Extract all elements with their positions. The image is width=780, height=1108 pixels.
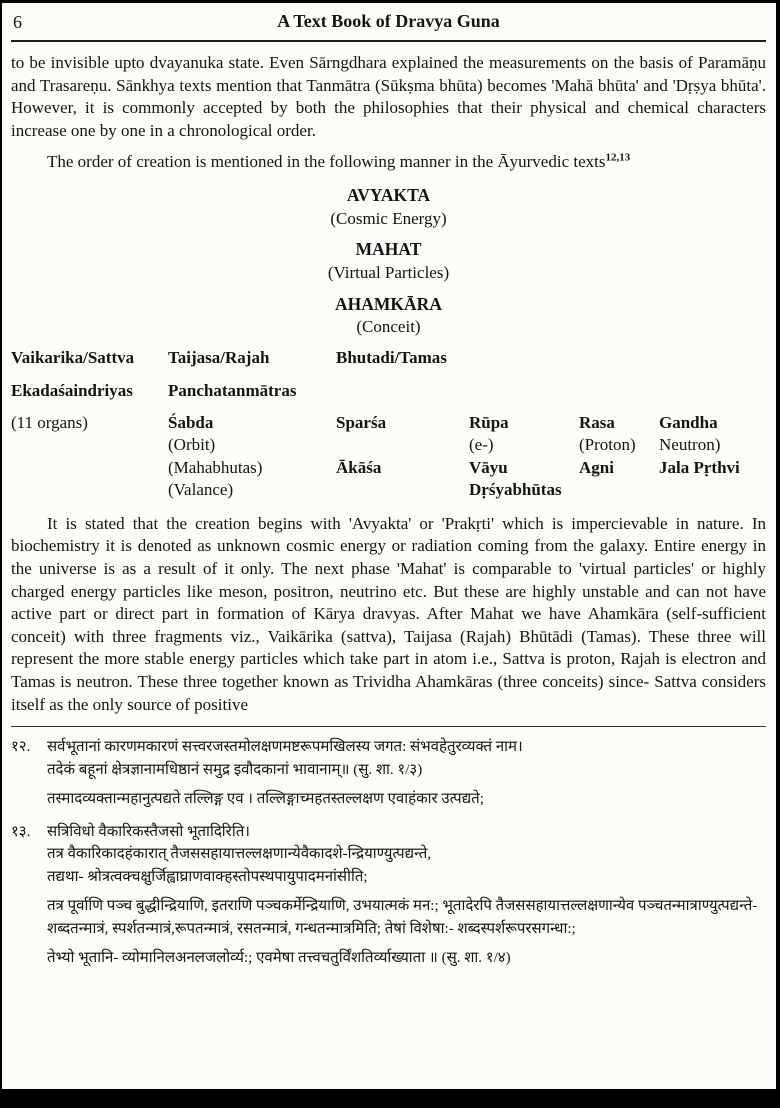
table-cell (579, 479, 659, 501)
table-cell: Neutron) (659, 435, 721, 455)
table-cell: Taijasa/Rajah (168, 348, 270, 368)
table-cell (579, 380, 659, 412)
footnote-12 (11, 736, 766, 811)
table-cell (579, 347, 659, 379)
table-cell: (11 organs) (11, 413, 88, 433)
level-name: MAHAT (355, 239, 422, 260)
table-cell (11, 457, 168, 479)
table-cell: (e-) (469, 435, 494, 455)
table-cell (336, 434, 469, 456)
table-cell: Jala Pṛthvi (659, 457, 740, 477)
level-name: AHAMKĀRA (335, 293, 442, 314)
table-cell: Śabda (168, 413, 214, 433)
table-cell (11, 479, 168, 501)
footnotes-section (11, 726, 766, 970)
paragraph-3: It is stated that the creation begins with 'Avyakta' or 'Prakṛti' which is impercievable in nature. In biochemistry it is denoted as unknown cosmic energy or radiation coming from the galaxy. Entire energy in the universe is as a result of it only. The next phase 'Mahat' is comparable to 'virtual particles' or highly charged energy particles like meson, positron, neutrino etc. But these are highly unstable and can not have active part or direct part in formation of Kārya dravyas. After Mahat we have Ahamkāra (self-sufficient conceit) with three fragments viz., Vaikārika (sattva), Taijasa (Rajah) Bhūtādi (Tamas). These three will represent the more stable energy particles which take part in atom i.e., Sattva is proton, Rajah is electron and Tamas is neutron. These three together known as Trividha Ahamkāras (three conceits) since- Sattva considers itself as the only source of positive (11, 513, 766, 714)
table-cell: Gandha (659, 413, 718, 433)
level-name: AVYAKTA (346, 185, 431, 206)
table-cell (659, 380, 766, 412)
table-cell (659, 479, 766, 501)
creation-level-avyakta (11, 184, 766, 229)
footnote-13 (11, 821, 766, 970)
table-cell: (Orbit) (168, 435, 216, 455)
creation-level-mahat (11, 238, 766, 283)
table-cell: Rūpa (469, 413, 509, 433)
page-title: A Text Book of Dravya Guna (277, 11, 500, 31)
footnote-body (47, 736, 766, 811)
table-cell: (Mahabhutas) (168, 457, 263, 477)
footnote-line: तेभ्यो भूतानि- व्योमानिलअनलजलोर्व्य:; एवमेषा तत्त्वचतुर्विंशतिर्व्याख्याता ॥ (सु. शा. १/४) (47, 950, 511, 967)
table-cell: Ākāśa (336, 457, 382, 477)
footnote-number: १२. (11, 739, 31, 756)
level-description: (Virtual Particles) (327, 263, 450, 283)
table-cell: Panchatanmātras (168, 380, 297, 400)
footnote-line: तत्र पूर्वाणि पञ्च बुद्धीन्द्रियाणि, इतराणि पञ्चकर्मेन्द्रियाणि, उभयात्मकं मन:; भूतादेरपि तैजससहायात्तल्लक्षणान्येव पञ्चतन्मात्राण्युत्पद्यन्ते- शब्दतन्मात्रं, स्पर्शतन्मात्रं,रूपतन्मात्रं, रसतन्मात्रं, गन्धतन्मात्रमिति; तेषां विशेषा:- शब्दस्पर्शरूपरसगन्धा:; (47, 898, 758, 937)
page-header (11, 11, 766, 36)
table-cell (659, 347, 766, 379)
creation-level-ahamkara (11, 293, 766, 338)
table-cell: Bhutadi/Tamas (336, 348, 447, 368)
table-cell (469, 347, 579, 379)
table-cell: Vaikarika/Sattva (11, 348, 135, 368)
table-cell: (Proton) (579, 435, 636, 455)
creation-table (11, 347, 766, 502)
footnote-line: तदेकं बहूनां क्षेत्रज्ञानामधिष्ठानं समुद्र इवौदकानां भावानाम्॥ (सु. शा. १/३) (47, 761, 423, 778)
table-cell: Agni (579, 457, 614, 477)
footnote-line: सर्वभूतानां कारणमकारणं सत्त्वरजस्तमोलक्षणमष्टरूपमखिलस्य जगत: संभवहेतुरव्यक्तं नाम। (47, 739, 523, 756)
footnote-reference: 12,13 (605, 151, 631, 164)
table-cell: Ekadaśaindriyas (11, 380, 133, 400)
table-cell (336, 380, 469, 412)
footnote-line: तद्यथा- श्रोत्रत्वक्चक्षुर्जिह्वाघ्राणवाक्हस्तोपस्थपायुपादमनांसीति; (47, 868, 368, 885)
creation-hierarchy (11, 184, 766, 338)
level-description: (Conceit) (356, 317, 421, 337)
header-rule (11, 40, 766, 42)
paragraph-1: to be invisible upto dvayanuka state. Even Sārngdhara explained the measurements on the basis of Paramāṇu and Trasareṇu. Sānkhya texts mention that Tanmātra (Sūkṣma bhūta) becomes 'Mahā bhūta' and 'Dṛṣya bhūta'. However, it is commonly accepted by both the philosophies that their physical and chemical characters increase one by one in a chronological order. (11, 53, 766, 140)
table-cell: Dṛśyabhūtas (469, 480, 562, 500)
table-cell (336, 479, 469, 501)
table-cell: (Valance) (168, 480, 234, 500)
footnote-body (47, 821, 766, 970)
table-cell (11, 434, 168, 456)
page-number: 6 (13, 12, 22, 32)
paragraph-2 (11, 151, 766, 174)
table-cell (469, 380, 579, 412)
footnote-line: तत्र वैकारिकादहंकारात् तैजससहायात्तल्लक्षणान्येवैकादशे-न्द्रियाण्युत्पद्यन्ते, (47, 846, 432, 863)
page (2, 3, 776, 1089)
level-description: (Cosmic Energy) (330, 208, 447, 228)
table-cell: Rasa (579, 413, 615, 433)
footnote-line: सत्रिविधो वैकारिकस्तैजसो भूतादिरिति। (47, 823, 250, 840)
footnote-line: तस्मादव्यक्तान्महानुत्पद्यते तल्लिङ्ग एव । तल्लिङ्गाच्महतस्तल्लक्षण एवाहंकार उत्पद्यते; (47, 791, 484, 808)
paragraph-2-text: The order of creation is mentioned in the following manner in the Āyurvedic texts (47, 152, 606, 172)
footnote-number: १३. (11, 823, 31, 840)
table-cell: Sparśa (336, 413, 387, 433)
table-cell: Vāyu (469, 457, 508, 477)
